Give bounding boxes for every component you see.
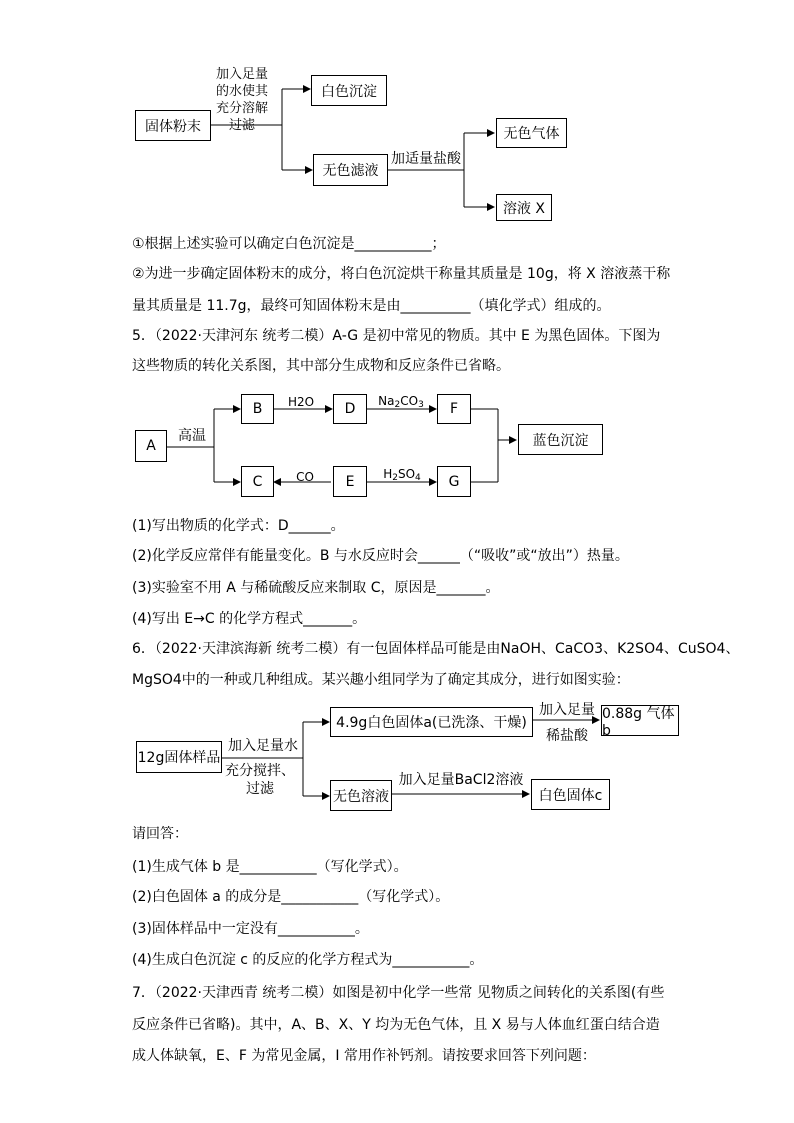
q6-sub-2: (2)白色固体 a 的成分是___________（写化学式）。 — [132, 889, 450, 905]
node-c: C — [241, 466, 274, 497]
q6-sub-3: (3)固体样品中一定没有___________。 — [132, 921, 369, 937]
q6-prompt: 请回答： — [132, 826, 188, 842]
q6-line-1: 6．（2022·天津滨海新 统考二模）有一包固体样品可能是由NaOH、CaCO3、K2SO4、CuSO4、 — [132, 641, 740, 657]
node-a: A — [135, 430, 167, 462]
q4-line-2: ②为进一步确定固体粉末的成分，将白色沉淀烘干称量其质量是 10g，将 X 溶液蒸干称 — [132, 266, 671, 282]
add-water-label: 加入足量水 — [228, 738, 298, 754]
h2o-label: H2O — [287, 395, 315, 409]
q5-line-1: 5．（2022·天津河东 统考二模）A-G 是初中常见的物质。其中 E 为黑色固体。下图为 — [132, 328, 661, 344]
add-bacl2-label: 加入足量BaCl2溶液 — [398, 772, 524, 788]
stir-filter-label: 充分搅拌、 过滤 — [225, 763, 295, 797]
colorless-gas-box: 无色气体 — [496, 118, 567, 148]
q6-sub-1: (1)生成气体 b 是___________（写化学式）。 — [132, 859, 408, 875]
add-hcl-label: 加适量盐酸 — [391, 151, 461, 167]
q5-sub-2: (2)化学反应常伴有能量变化。B 与水反应时会______（“吸收”或“放出”）热量。 — [132, 548, 629, 564]
gas-b-box: 0.88g 气体 b — [601, 705, 679, 736]
add-hcl-label-2: 加入足量 稀盐酸 — [539, 702, 595, 744]
q5-sub-3: (3)实验室不用 A 与稀硫酸反应来制取 C，原因是_______。 — [132, 580, 500, 596]
dissolve-condition-label: 加入足量 的水使其 充分溶解 过滤 — [215, 67, 268, 133]
na2co3-label: $Na_2CO_3$ — [378, 394, 424, 410]
colorless-filtrate-box: 无色滤液 — [313, 154, 388, 186]
q4-line-1: ①根据上述实验可以确定白色沉淀是___________； — [132, 236, 446, 252]
node-b: B — [241, 394, 274, 424]
node-g: G — [437, 466, 471, 497]
sample-box: 12g固体样品 — [136, 741, 222, 773]
colorless-solution-box: 无色溶液 — [330, 780, 392, 811]
q7-line-2: 反应条件已省略)。其中，A、B、X、Y 均为无色气体，且 X 易与人体血红蛋白结合造 — [132, 1017, 660, 1033]
solution-x-box: 溶液 X — [496, 194, 552, 221]
q5-line-2: 这些物质的转化关系图，其中部分生成物和反应条件已省略。 — [132, 358, 510, 374]
co-label: CO — [296, 470, 314, 484]
q5-sub-1: (1)写出物质的化学式：D______。 — [132, 518, 345, 534]
q7-line-1: 7．（2022·天津西青 统考二模）如图是初中化学一些常 见物质之间转化的关系图(有些 — [132, 985, 665, 1001]
high-temp-label: 高温 — [178, 428, 206, 444]
node-d: D — [333, 394, 367, 424]
q6-line-2: MgSO4中的一种或几种组成。某兴趣小组同学为了确定其成分，进行如图实验： — [132, 672, 630, 688]
node-e: E — [333, 466, 367, 497]
white-precipitate-box: 白色沉淀 — [311, 75, 387, 106]
white-solid-c-box: 白色固体c — [531, 779, 610, 810]
white-solid-a-box: 4.9g白色固体a(已洗涤、干燥) — [330, 707, 533, 737]
q7-line-3: 成人体缺氧，E、F 为常见金属，I 常用作补钙剂。请按要求回答下列问题： — [132, 1048, 596, 1064]
q6-sub-4: (4)生成白色沉淀 c 的反应的化学方程式为___________。 — [132, 952, 484, 968]
blue-precipitate-box: 蓝色沉淀 — [518, 424, 603, 455]
node-f: F — [437, 394, 471, 424]
solid-powder-box: 固体粉末 — [135, 110, 211, 141]
h2so4-label: $H_2SO_4$ — [383, 467, 421, 483]
q5-sub-4: (4)写出 E→C 的化学方程式_______。 — [132, 611, 367, 627]
q4-line-3: 量其质量是 11.7g，最终可知固体粉末是由__________（填化学式）组成的。 — [132, 298, 611, 314]
